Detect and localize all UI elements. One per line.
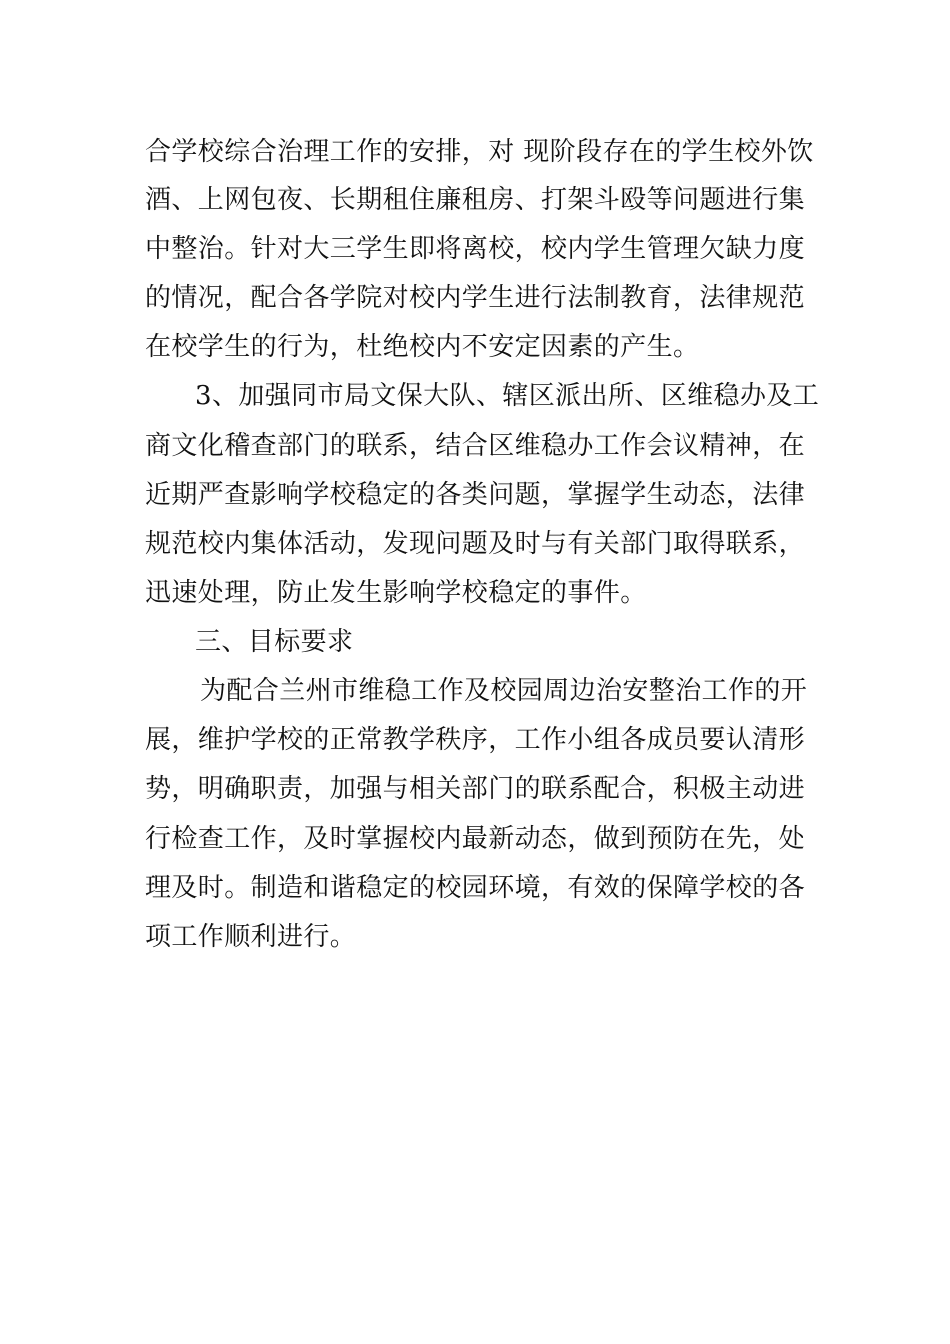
paragraph-line: 商文化稽查部门的联系，结合区维稳办工作会议精神，在 xyxy=(145,431,806,461)
section-heading: 三、目标要求 xyxy=(195,627,354,657)
paragraph-line: 理及时。制造和谐稳定的校园环境，有效的保障学校的各 xyxy=(145,873,806,903)
paragraph-line: 在校学生的行为，杜绝校内不安定因素的产生。 xyxy=(145,332,700,362)
paragraph-line: 中整治。针对大三学生即将离校，校内学生管理欠缺力度 xyxy=(145,234,806,264)
paragraph-line: 合学校综合治理工作的安排，对 现阶段存在的学生校外饮 xyxy=(145,137,814,167)
paragraph-line: 行检查工作，及时掌握校内最新动态，做到预防在先，处 xyxy=(145,824,806,854)
paragraph-line: 的情况，配合各学院对校内学生进行法制教育，法律规范 xyxy=(145,283,806,313)
paragraph-line: 规范校内集体活动，发现问题及时与有关部门取得联系， xyxy=(145,529,806,559)
paragraph-line: 项工作顺利进行。 xyxy=(145,922,357,952)
paragraph-line: 迅速处理，防止发生影响学校稳定的事件。 xyxy=(145,578,647,608)
paragraph-line: 近期严查影响学校稳定的各类问题，掌握学生动态，法律 xyxy=(145,480,806,510)
paragraph-line: 酒、上网包夜、长期租住廉租房、打架斗殴等问题进行集 xyxy=(145,185,806,215)
paragraph-line: 展，维护学校的正常教学秩序，工作小组各成员要认清形 xyxy=(145,725,806,755)
paragraph-line: 3、加强同市局文保大队、辖区派出所、区维稳办及工 xyxy=(195,381,820,411)
paragraph-line: 为配合兰州市维稳工作及校园周边治安整治工作的开 xyxy=(200,676,808,706)
paragraph-line: 势，明确职责，加强与相关部门的联系配合，积极主动进 xyxy=(145,774,806,804)
